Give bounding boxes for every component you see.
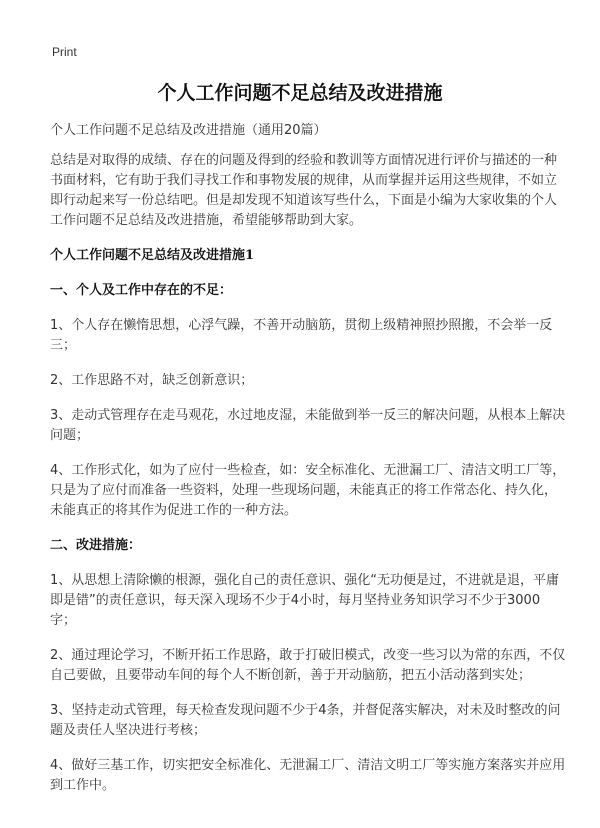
part2-item: 3、坚持走动式管理，每天检查发现问题不少于4条，并督促落实解决，对未及时整改的问题及责任人坚决进行考核；: [50, 703, 561, 738]
part2-heading: 二、改进措施：: [50, 538, 142, 553]
part2-item: 1、从思想上清除懒的根源，强化自己的责任意识、强化“无功便是过，不进就是退，平庸即是错”的责任意识，每天深入现场不少于4小时，每月坚持业务知识学习不少于3000字；: [50, 573, 560, 628]
article-body: [50, 121, 566, 811]
part1-item: 1、个人存在懒惰思想，心浮气躁，不善开动脑筋，贯彻上级精神照抄照搬，不会举一反三；: [50, 318, 553, 353]
print-link[interactable]: Print: [52, 45, 77, 59]
intro-paragraph: 总结是对取得的成绩、存在的问题及得到的经验和教训等方面情况进行评价与描述的一种书面材料，它有助于我们寻找工作和事物发展的规律，从而掌握并运用这些规律，不如立即行动起来写一份总结吧。但是却发现不知道该写些什么，下面是小编为大家收集的个人工作问题不足总结及改进措施，希望能够帮助到大家。: [50, 153, 558, 228]
article-subtitle: 个人工作问题不足总结及改进措施（通用20篇）: [50, 123, 327, 138]
part2-item: 4、做好三基工作，切实把安全标准化、无泄漏工厂、清洁文明工厂等实施方案落实并应用到工作中。: [50, 758, 566, 793]
part1-item: 2、工作思路不对，缺乏创新意识；: [50, 373, 254, 388]
page-title: 个人工作问题不足总结及改进措施: [157, 82, 443, 104]
part1-item: 4、工作形式化，如为了应付一些检查，如：安全标准化、无泄漏工厂、清洁文明工厂等，只是为了应付而准备一些资料，处理一些现场问题，未能真正的将工作常态化、持久化，未能真正的将其作为促进工作的一种方法。: [50, 463, 566, 518]
section-title: 个人工作问题不足总结及改进措施1: [50, 248, 255, 263]
part1-item: 3、走动式管理存在走马观花，水过地皮湿，未能做到举一反三的解决问题，从根本上解决问题；: [50, 408, 566, 443]
part1-heading: 一、个人及工作中存在的不足：: [50, 283, 233, 298]
part2-item: 2、通过理论学习，不断开拓工作思路，敢于打破旧模式，改变一些习以为常的东西，不仅自己要做，且要带动车间的每个人不断创新，善于开动脑筋，把五小活动落到实处；: [50, 648, 566, 683]
